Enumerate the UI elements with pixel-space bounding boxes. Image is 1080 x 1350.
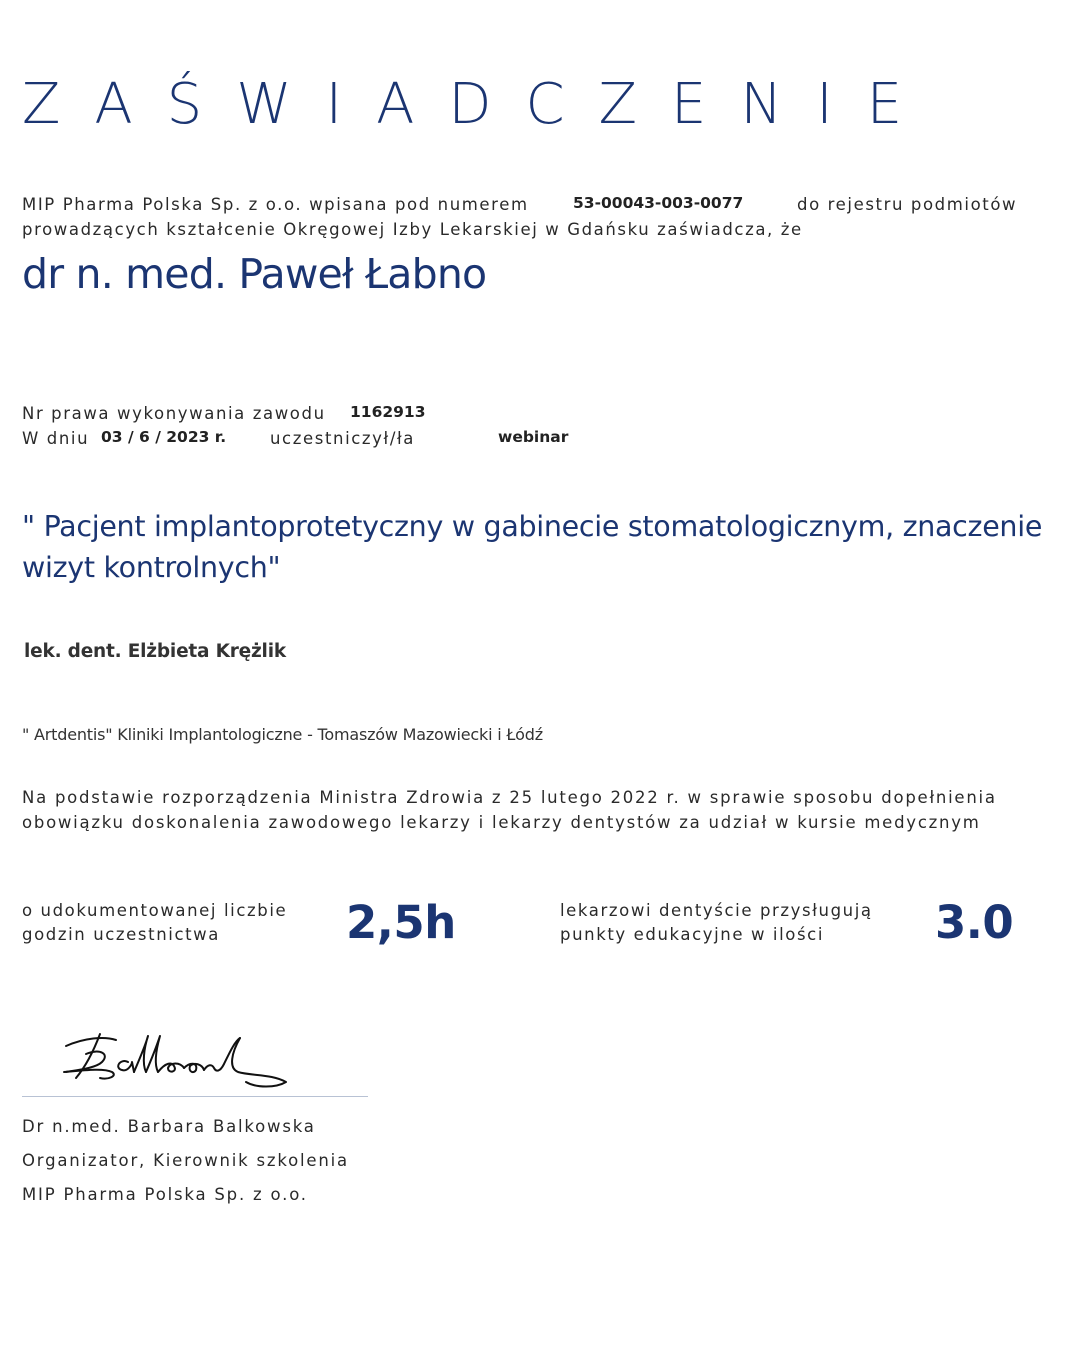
hours-label-line2: godzin uczestnictwa: [22, 925, 220, 944]
points-label-line2: punkty edukacyjne w ilości: [560, 925, 825, 944]
signatory-organization: MIP Pharma Polska Sp. z o.o.: [22, 1185, 308, 1204]
recipient-name: dr n. med. Paweł Łabno: [22, 250, 487, 298]
hours-value: 2,5h: [346, 896, 456, 949]
handwritten-signature: [56, 1028, 296, 1092]
license-value: 1162913: [350, 403, 426, 421]
date-value: 03 / 6 / 2023 r.: [101, 428, 227, 446]
legal-basis-line1: Na podstawie rozporządzenia Ministra Zdrowia z 25 lutego 2022 r. w sprawie sposobu dopełnienia: [22, 788, 997, 807]
course-title: " Pacjent implantoprotetyczny w gabinecie stomatologicznym, znaczenie wizyt kontrolnych": [22, 510, 1043, 584]
legal-basis-line2: obowiązku doskonalenia zawodowego lekarzy i lekarzy dentystów za udział w kursie medycznym: [22, 813, 981, 832]
certificate-title: ZAŚWIADCZENIE: [22, 72, 937, 137]
license-label: Nr prawa wykonywania zawodu: [22, 404, 326, 423]
registry-number: 53-00043-003-0077: [573, 194, 744, 212]
points-value: 3.0: [935, 896, 1014, 949]
points-label-line1: lekarzowi dentyście przysługują: [560, 901, 873, 920]
date-label: W dniu: [22, 429, 90, 448]
event-type: webinar: [498, 428, 569, 446]
signature-line: [22, 1096, 368, 1097]
clinic-name: " Artdentis" Kliniki Implantologiczne - Tomaszów Mazowiecki i Łódź: [22, 725, 543, 744]
participated-label: uczestniczył/ła: [270, 429, 415, 448]
lecturer-name: lek. dent. Elżbieta Krężlik: [24, 641, 286, 662]
hours-label-line1: o udokumentowanej liczbie: [22, 901, 288, 920]
signatory-name: Dr n.med. Barbara Balkowska: [22, 1117, 316, 1136]
intro-text-line2: prowadzących kształcenie Okręgowej Izby Lekarskiej w Gdańsku zaświadcza, że: [22, 220, 803, 239]
intro-text-part2: do rejestru podmiotów: [797, 195, 1018, 214]
signatory-role: Organizator, Kierownik szkolenia: [22, 1151, 349, 1170]
intro-text-part1: MIP Pharma Polska Sp. z o.o. wpisana pod numerem: [22, 195, 529, 214]
